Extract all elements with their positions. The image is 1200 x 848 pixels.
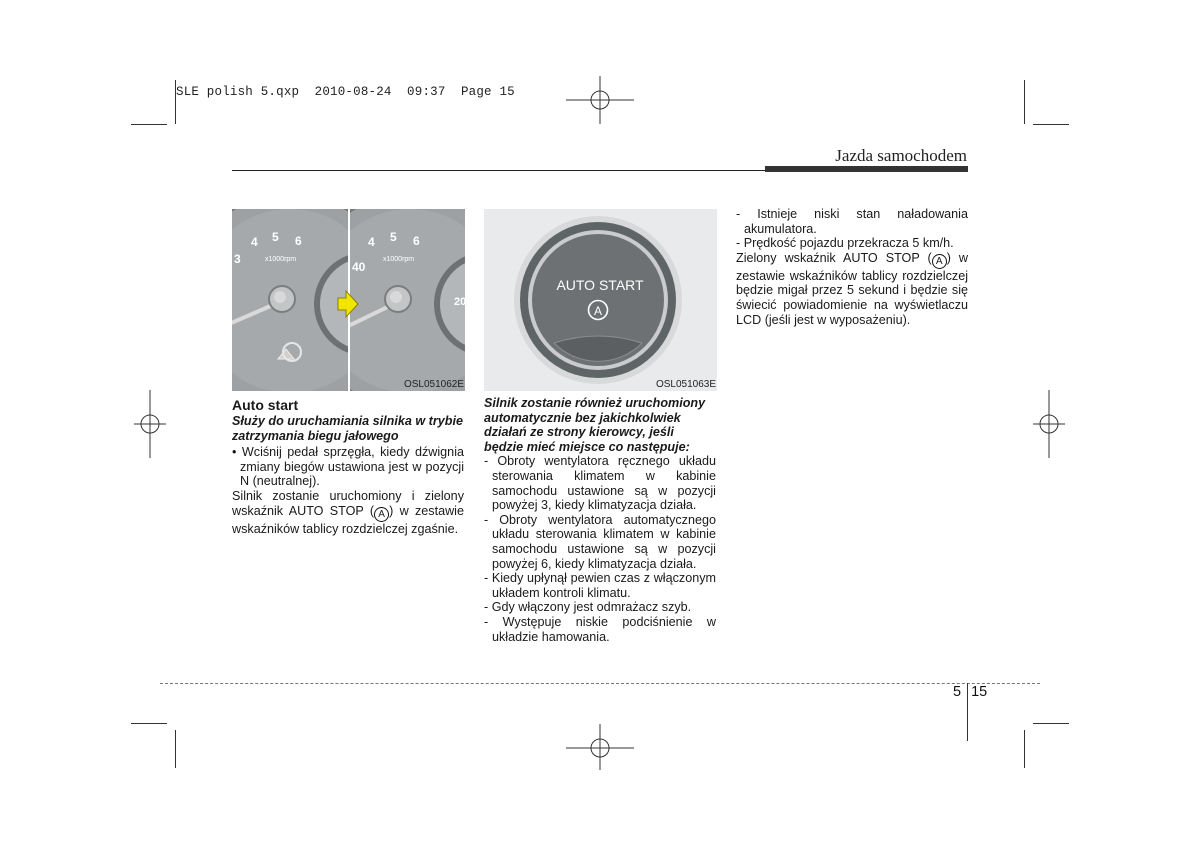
column-2 [484, 396, 716, 644]
paragraph: Silnik zostanie uruchomiony i zielony wskaźnik AUTO STOP ( A ) w zestawie wskaźników tablicy rozdzielczej zgaśnie. [232, 488, 464, 536]
figure-cluster [232, 209, 465, 391]
column-3 [736, 207, 968, 327]
list-item: - Prędkość pojazdu przekracza 5 km/h. [736, 236, 954, 251]
footer-rule [160, 683, 1040, 684]
tach-unit-right: x1000rpm [383, 256, 415, 263]
header-rule-accent [765, 166, 968, 172]
bullet-item: • Wciśnij pedał sprzęgła, kiedy dźwignia zmiany biegów ustawiona jest w pozycji N (neutralnej). [232, 445, 464, 489]
tach-label-4-right: 4 [368, 235, 375, 249]
tach-label-3: 3 [234, 252, 241, 266]
tach-label-4: 4 [251, 235, 258, 249]
list-item: - Występuje niskie podciśnienie w układzie hamowania. [484, 614, 716, 644]
list-item: - Obroty wentylatora automatycznego układu sterowania klimatem w kabinie samochodu ustawione są w pozycji powyżej 6, kiedy klimatyzacja działa. [484, 512, 716, 571]
tach-label-6: 6 [295, 234, 302, 248]
list-item: - Obroty wentylatora ręcznego układu sterowania klimatem w kabinie samochodu ustawione są w pozycji powyżej 3, kiedy klimatyzacja działa. [484, 454, 716, 513]
auto-stop-icon: A [932, 254, 947, 269]
section-subheading: Służy do uruchamiania silnika w trybie zatrzymania biegu jałowego [232, 414, 463, 443]
page-in-chapter: 15 [971, 684, 988, 700]
print-slug: SLE polish 5.qxp 2010-08-24 09:37 Page 15 [176, 85, 515, 99]
page-number [953, 684, 987, 700]
list-item: - Istnieje niski stan naładowania akumulatora. [736, 207, 968, 236]
column-1 [232, 396, 464, 536]
chapter-number: 5 [953, 684, 962, 700]
section-title: Jazda samochodem [835, 146, 967, 165]
paragraph: Zielony wskaźnik AUTO STOP ( A ) w zestawie wskaźników tablicy rozdzielczej będzie migał przez 5 sekund i będzie się świecić powiadomienie na wyświetlaczu LCD (jeśli jest w wyposażeniu). [736, 250, 968, 327]
tach-unit: x1000rpm [265, 256, 297, 263]
auto-start-button-illustration [484, 209, 717, 391]
section-heading: Auto start [232, 397, 299, 413]
figure-code: OSL051062E [403, 379, 464, 390]
auto-stop-symbol: A [593, 304, 603, 318]
list-item: - Gdy włączony jest odmrażacz szyb. [484, 600, 692, 615]
figure-code: OSL051063E [655, 379, 716, 390]
auto-start-label: AUTO START [556, 277, 644, 293]
tach-label-6-right: 6 [413, 234, 420, 248]
tach-label-5: 5 [272, 230, 279, 244]
intro-text: Silnik zostanie również uruchomiony automatycznie bez jakichkolwiek działań ze strony kierowcy, jeśli będzie mieć miejsce co następuje: [484, 396, 706, 454]
auto-stop-icon: A [374, 507, 389, 522]
page-number-separator [967, 683, 968, 741]
tach-label-5-right: 5 [390, 230, 397, 244]
figure-auto-start [484, 209, 717, 391]
speed-label-fragment-right: 20 [454, 296, 467, 308]
speed-label-fragment: 40 [352, 260, 366, 274]
list-item: - Kiedy upłynął pewien czas z włączonym układem kontroli klimatu. [484, 571, 716, 600]
cluster-illustration [232, 209, 465, 391]
